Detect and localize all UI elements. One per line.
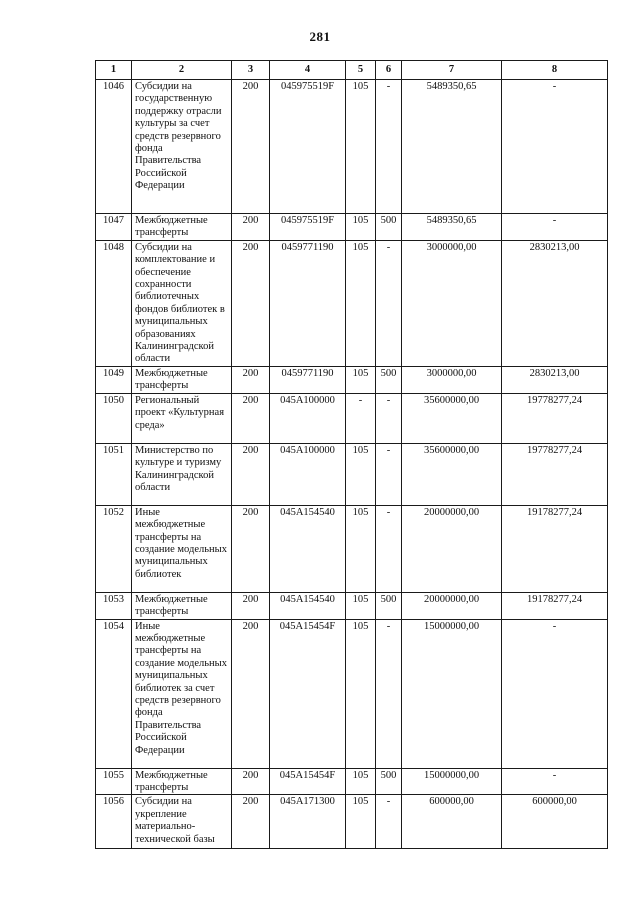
row-col3: 200 [232, 240, 270, 366]
row-col5: 105 [346, 795, 376, 849]
row-number: 1049 [96, 366, 132, 393]
column-header: 4 [270, 61, 346, 80]
row-number: 1050 [96, 393, 132, 443]
row-number: 1048 [96, 240, 132, 366]
row-number: 1046 [96, 80, 132, 214]
row-number: 1051 [96, 443, 132, 505]
row-amount-plan: 15000000,00 [402, 768, 502, 795]
table-row [96, 240, 608, 366]
row-col5: - [346, 393, 376, 443]
table-row [96, 214, 608, 241]
row-code: 0459771190 [270, 366, 346, 393]
row-col5: 105 [346, 80, 376, 214]
row-name: Межбюджетные трансферты [132, 214, 232, 241]
page-number: 281 [309, 29, 331, 44]
row-name: Межбюджетные трансферты [132, 366, 232, 393]
row-col3: 200 [232, 619, 270, 768]
row-col5: 105 [346, 214, 376, 241]
row-amount-fact: - [502, 214, 608, 241]
row-number: 1047 [96, 214, 132, 241]
column-header: 6 [376, 61, 402, 80]
row-amount-plan: 3000000,00 [402, 240, 502, 366]
row-number: 1055 [96, 768, 132, 795]
row-col6: 500 [376, 366, 402, 393]
row-amount-plan: 600000,00 [402, 795, 502, 849]
row-col5: 105 [346, 592, 376, 619]
row-code: 045975519F [270, 80, 346, 214]
row-col5: 105 [346, 768, 376, 795]
row-col6: - [376, 795, 402, 849]
row-amount-fact: - [502, 768, 608, 795]
row-name: Межбюджетные трансферты [132, 768, 232, 795]
column-header: 8 [502, 61, 608, 80]
budget-table [95, 60, 608, 849]
row-code: 045A154540 [270, 505, 346, 592]
row-code: 045A171300 [270, 795, 346, 849]
row-amount-fact: 19778277,24 [502, 443, 608, 505]
row-col6: 500 [376, 768, 402, 795]
column-header: 1 [96, 61, 132, 80]
row-amount-fact: 19778277,24 [502, 393, 608, 443]
row-amount-plan: 5489350,65 [402, 214, 502, 241]
table-header-row [96, 61, 608, 80]
row-col3: 200 [232, 80, 270, 214]
row-col6: - [376, 619, 402, 768]
row-col5: 105 [346, 366, 376, 393]
row-amount-plan: 3000000,00 [402, 366, 502, 393]
table-row [96, 795, 608, 849]
row-col3: 200 [232, 592, 270, 619]
table-row [96, 443, 608, 505]
table-row [96, 592, 608, 619]
row-name: Иные межбюджетные трансферты на создание модельных муниципальных библиотек [132, 505, 232, 592]
row-number: 1052 [96, 505, 132, 592]
row-col6: - [376, 240, 402, 366]
table-row [96, 393, 608, 443]
row-code: 045A154540 [270, 592, 346, 619]
table-row [96, 505, 608, 592]
table-row [96, 768, 608, 795]
row-code: 045A15454F [270, 619, 346, 768]
table-row [96, 619, 608, 768]
row-name: Субсидии на государственную поддержку отрасли культуры за счет средств резервного фонда Правительства Российской Федерации [132, 80, 232, 214]
row-col3: 200 [232, 366, 270, 393]
row-name: Межбюджетные трансферты [132, 592, 232, 619]
row-col6: - [376, 393, 402, 443]
row-number: 1053 [96, 592, 132, 619]
row-col6: - [376, 443, 402, 505]
row-col5: 105 [346, 443, 376, 505]
row-code: 045A15454F [270, 768, 346, 795]
row-col6: 500 [376, 592, 402, 619]
row-name: Министерство по культуре и туризму Калининградской области [132, 443, 232, 505]
column-header: 7 [402, 61, 502, 80]
row-number: 1054 [96, 619, 132, 768]
table-row [96, 366, 608, 393]
row-col3: 200 [232, 214, 270, 241]
row-amount-plan: 15000000,00 [402, 619, 502, 768]
row-amount-fact: 2830213,00 [502, 366, 608, 393]
row-amount-fact: 19178277,24 [502, 505, 608, 592]
row-number: 1056 [96, 795, 132, 849]
row-col6: - [376, 505, 402, 592]
row-amount-fact: - [502, 619, 608, 768]
row-amount-plan: 20000000,00 [402, 505, 502, 592]
row-code: 045975519F [270, 214, 346, 241]
row-col3: 200 [232, 443, 270, 505]
row-code: 045A100000 [270, 393, 346, 443]
table-row [96, 80, 608, 214]
row-name: Региональный проект «Культурная среда» [132, 393, 232, 443]
row-amount-plan: 35600000,00 [402, 393, 502, 443]
row-amount-fact: 600000,00 [502, 795, 608, 849]
row-col6: - [376, 80, 402, 214]
row-col6: 500 [376, 214, 402, 241]
column-header: 5 [346, 61, 376, 80]
row-col5: 105 [346, 240, 376, 366]
row-col3: 200 [232, 393, 270, 443]
row-name: Иные межбюджетные трансферты на создание модельных муниципальных библиотек за счет средств резервного фонда Правительства Российской Федерации [132, 619, 232, 768]
row-amount-plan: 20000000,00 [402, 592, 502, 619]
row-col5: 105 [346, 505, 376, 592]
row-col3: 200 [232, 795, 270, 849]
row-amount-plan: 35600000,00 [402, 443, 502, 505]
row-col3: 200 [232, 768, 270, 795]
column-header: 3 [232, 61, 270, 80]
row-amount-fact: 19178277,24 [502, 592, 608, 619]
column-header: 2 [132, 61, 232, 80]
row-col5: 105 [346, 619, 376, 768]
row-amount-plan: 5489350,65 [402, 80, 502, 214]
row-amount-fact: - [502, 80, 608, 214]
row-name: Субсидии на комплектование и обеспечение сохранности библиотечных фондов библиотек в муниципальных образованиях Калининградской области [132, 240, 232, 366]
row-code: 045A100000 [270, 443, 346, 505]
row-code: 0459771190 [270, 240, 346, 366]
row-amount-fact: 2830213,00 [502, 240, 608, 366]
row-name: Субсидии на укрепление материально-технической базы [132, 795, 232, 849]
row-col3: 200 [232, 505, 270, 592]
